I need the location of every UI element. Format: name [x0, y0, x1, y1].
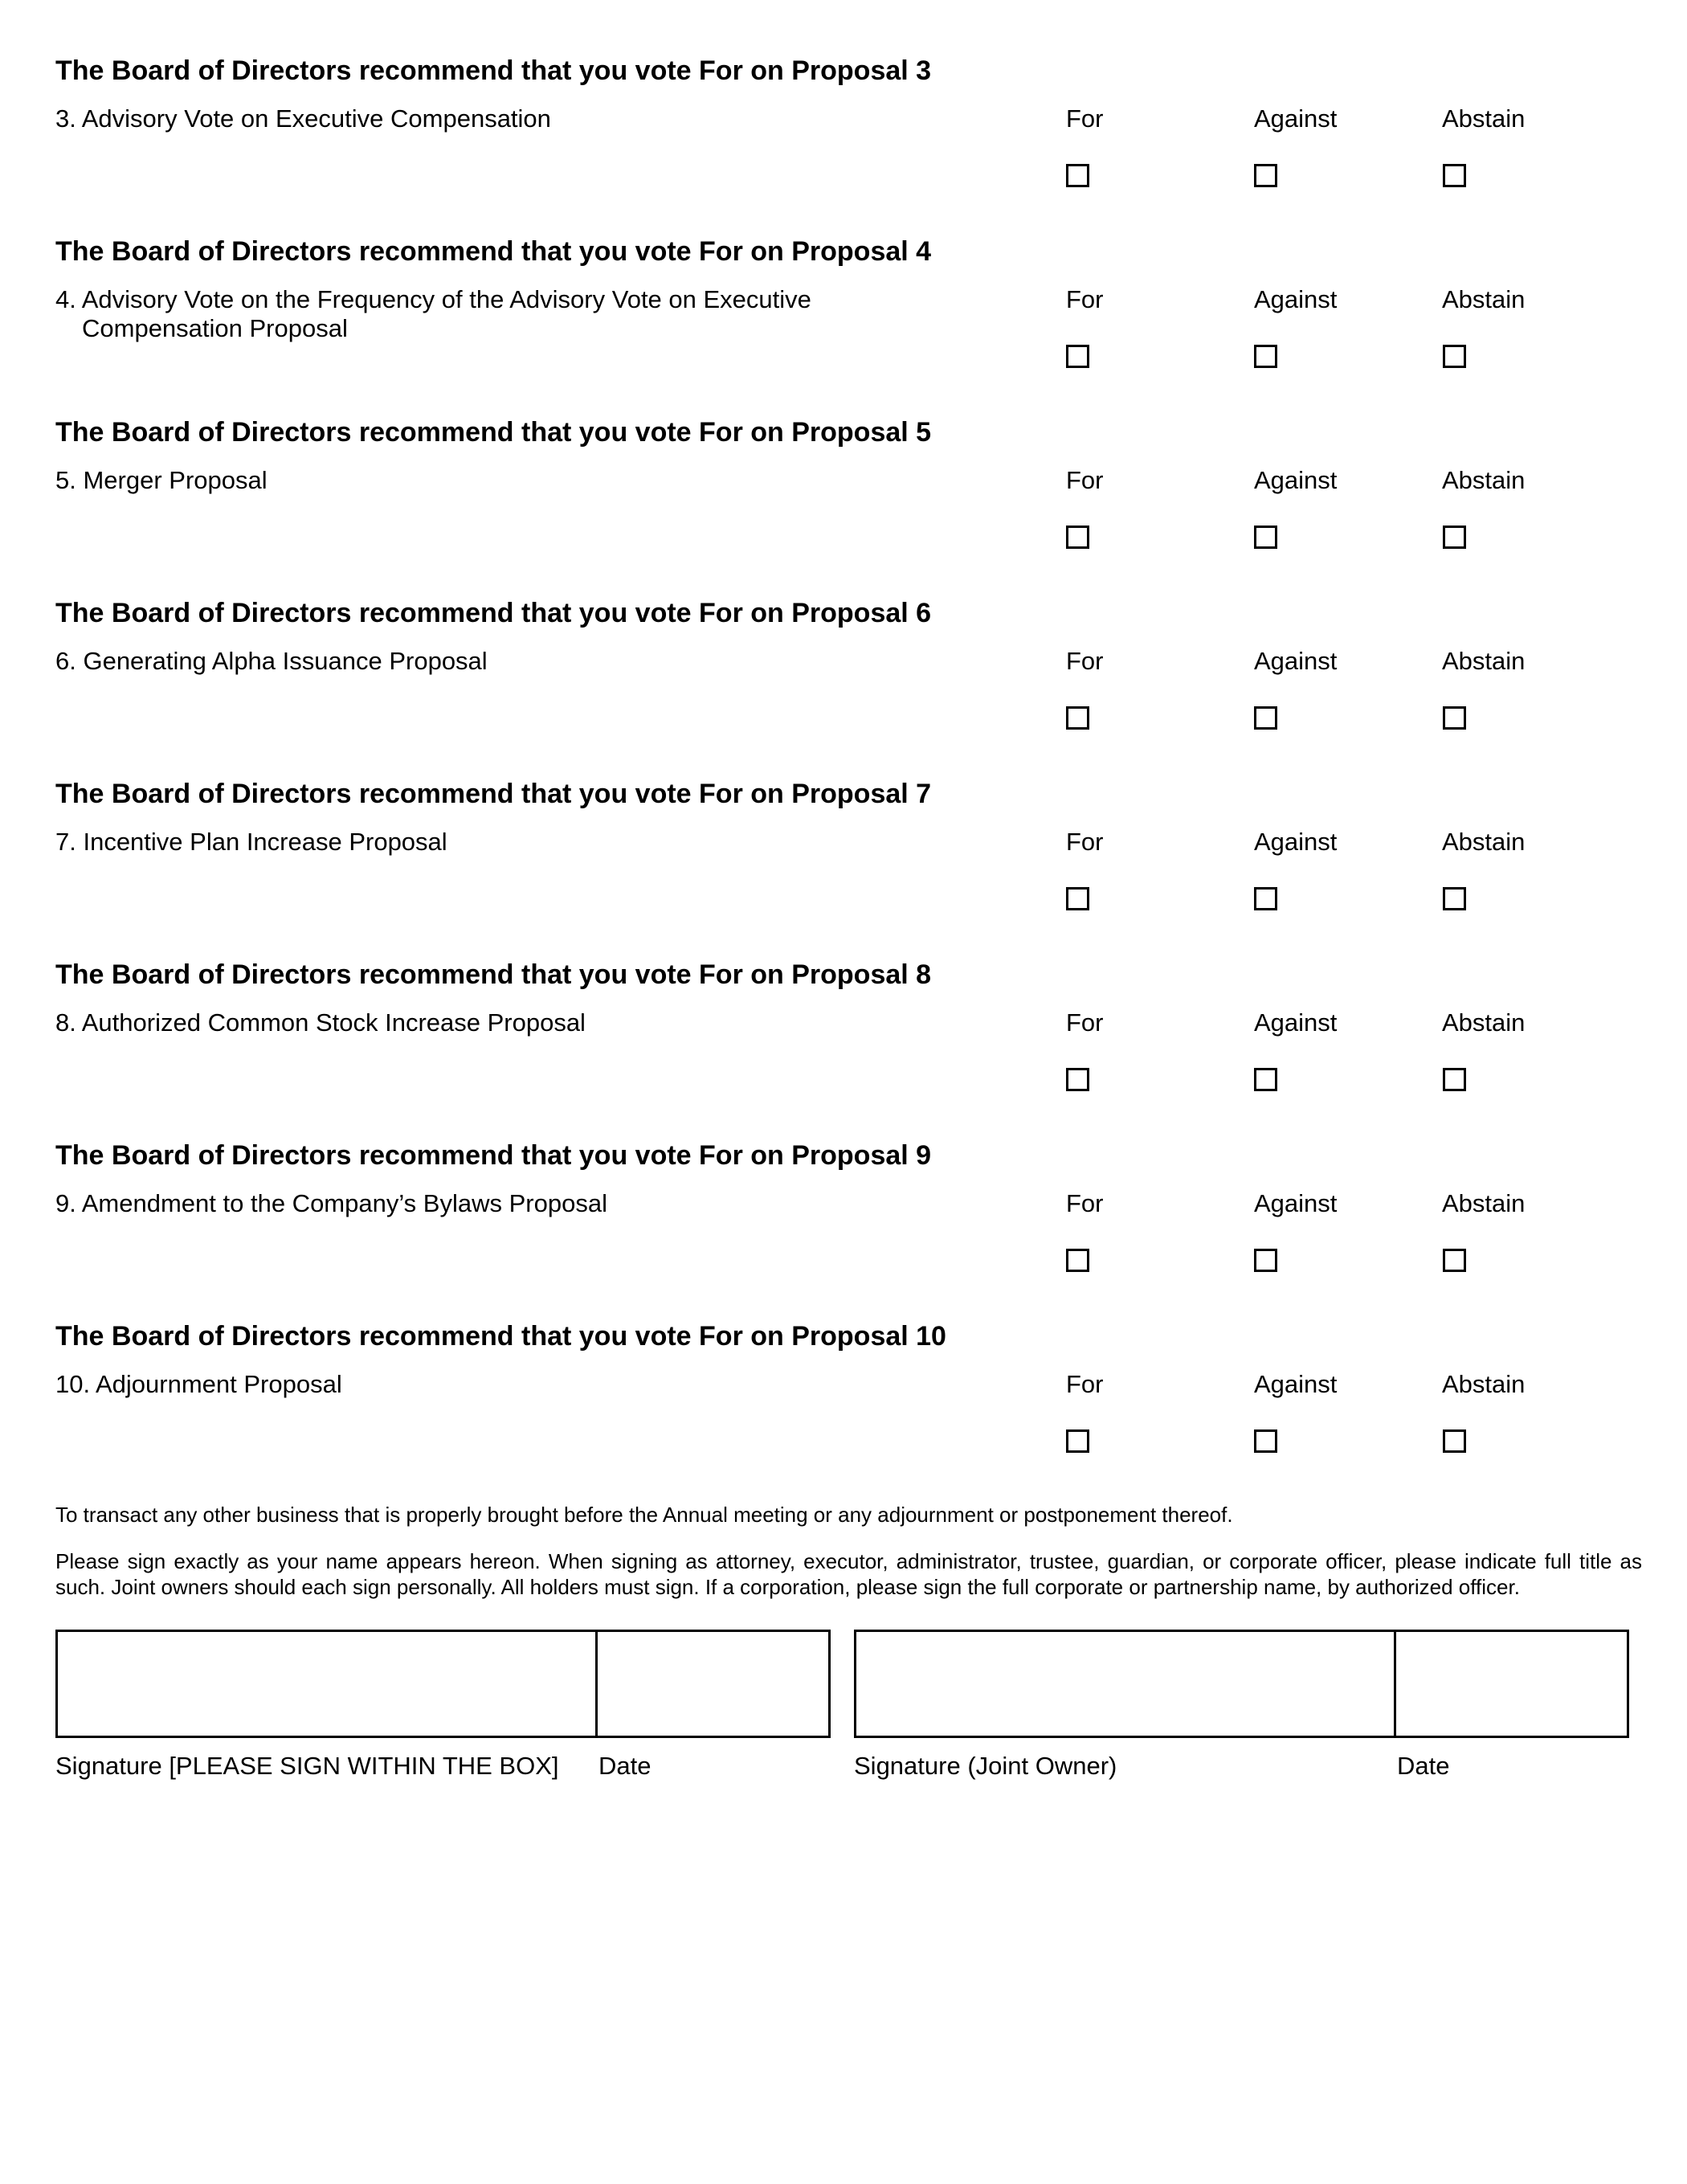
- proposal-10-for-label: For: [1066, 1370, 1104, 1398]
- proposal-9-recommendation: The Board of Directors recommend that you vote For on Proposal 9: [55, 1140, 932, 1171]
- primary-signature-group: [55, 1630, 831, 1738]
- proposal-6-section: [55, 542, 1630, 723]
- primary-signature-box[interactable]: [58, 1632, 598, 1736]
- proposal-10-for-checkbox[interactable]: [1066, 1429, 1089, 1453]
- proposal-9-abstain-label: Abstain: [1442, 1189, 1526, 1217]
- proposal-10-abstain-checkbox[interactable]: [1443, 1429, 1466, 1453]
- proposal-9-for-label: For: [1066, 1189, 1104, 1217]
- proposal-10-section: [55, 1266, 1630, 1446]
- proposal-10-against-checkbox[interactable]: [1254, 1429, 1277, 1453]
- signing-instructions: Please sign exactly as your name appears hereon. When signing as attorney, executor, administrator, trustee, guardian, or corporate officer, please indicate full title as such. Joint owners should each sign personally. All holders must sign. If a corporation, please sign the full corporate or partnership name, by authorized officer.: [55, 1549, 1642, 1599]
- proposal-6-recommendation: The Board of Directors recommend that you vote For on Proposal 6: [55, 598, 932, 628]
- proposal-5-against-label: Against: [1254, 466, 1338, 494]
- proposal-3-title: 3. Advisory Vote on Executive Compensation: [55, 104, 551, 133]
- proposal-5-title: 5. Merger Proposal: [55, 466, 268, 494]
- proposal-10-title: 10. Adjournment Proposal: [55, 1370, 342, 1398]
- proposal-3-against-label: Against: [1254, 104, 1338, 133]
- proposal-10-abstain-label: Abstain: [1442, 1370, 1526, 1398]
- proposal-8-recommendation: The Board of Directors recommend that you vote For on Proposal 8: [55, 959, 932, 990]
- proposal-5-for-label: For: [1066, 466, 1104, 494]
- proposal-5-recommendation: The Board of Directors recommend that you vote For on Proposal 5: [55, 417, 932, 448]
- joint-signature-group: [854, 1630, 1629, 1738]
- proposal-4-against-label: Against: [1254, 285, 1338, 313]
- proposal-9-title: 9. Amendment to the Company’s Bylaws Proposal: [55, 1189, 607, 1217]
- primary-date-label: Date: [598, 1752, 652, 1780]
- proposal-8-section: [55, 904, 1630, 1085]
- proposal-10-recommendation: The Board of Directors recommend that you vote For on Proposal 10: [55, 1321, 946, 1352]
- proposal-9-against-label: Against: [1254, 1189, 1338, 1217]
- proposal-7-recommendation: The Board of Directors recommend that you vote For on Proposal 7: [55, 779, 932, 809]
- proposal-9-section: [55, 1085, 1630, 1266]
- proposal-6-abstain-label: Abstain: [1442, 647, 1526, 675]
- proposal-7-abstain-label: Abstain: [1442, 828, 1526, 856]
- other-business-text: To transact any other business that is properly brought before the Annual meeting or any adjournment or postponement thereof.: [55, 1503, 1233, 1527]
- proposal-6-title: 6. Generating Alpha Issuance Proposal: [55, 647, 488, 675]
- proposal-6-for-label: For: [1066, 647, 1104, 675]
- proposal-8-for-label: For: [1066, 1008, 1104, 1037]
- joint-signature-box[interactable]: [856, 1632, 1396, 1736]
- joint-date-box[interactable]: [1396, 1632, 1627, 1736]
- proposal-4-for-label: For: [1066, 285, 1104, 313]
- proposal-7-against-label: Against: [1254, 828, 1338, 856]
- primary-signature-label: Signature [PLEASE SIGN WITHIN THE BOX]: [55, 1752, 559, 1780]
- proposal-3-section: [55, 0, 1630, 181]
- proposal-4-recommendation: The Board of Directors recommend that you vote For on Proposal 4: [55, 236, 932, 267]
- proposal-8-against-label: Against: [1254, 1008, 1338, 1037]
- proposal-5-section: [55, 362, 1630, 542]
- proposal-10-against-label: Against: [1254, 1370, 1338, 1398]
- proposal-7-for-label: For: [1066, 828, 1104, 856]
- proposal-4-abstain-label: Abstain: [1442, 285, 1526, 313]
- proposal-8-abstain-label: Abstain: [1442, 1008, 1526, 1037]
- proposal-4-title: 4. Advisory Vote on the Frequency of the Advisory Vote on Executive Compensation Proposal: [55, 285, 811, 342]
- proposal-5-abstain-label: Abstain: [1442, 466, 1526, 494]
- proposal-3-abstain-label: Abstain: [1442, 104, 1526, 133]
- proposal-7-section: [55, 723, 1630, 904]
- primary-date-box[interactable]: [598, 1632, 828, 1736]
- proposal-6-against-label: Against: [1254, 647, 1338, 675]
- proposal-4-section: [55, 181, 1630, 362]
- proposal-3-for-label: For: [1066, 104, 1104, 133]
- joint-signature-label: Signature (Joint Owner): [854, 1752, 1117, 1780]
- proposal-7-title: 7. Incentive Plan Increase Proposal: [55, 828, 447, 856]
- proposal-8-title: 8. Authorized Common Stock Increase Proposal: [55, 1008, 586, 1037]
- proposal-3-recommendation: The Board of Directors recommend that you vote For on Proposal 3: [55, 55, 932, 86]
- joint-date-label: Date: [1397, 1752, 1450, 1780]
